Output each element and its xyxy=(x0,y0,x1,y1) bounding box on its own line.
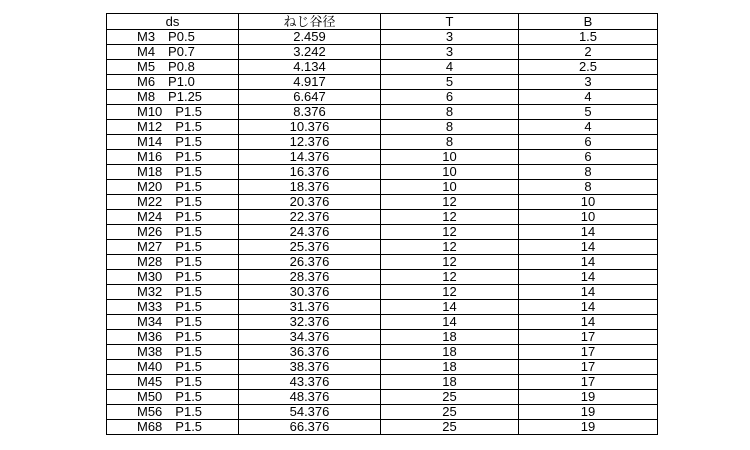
minor-diameter-cell: 24.376 xyxy=(239,225,381,240)
minor-diameter-cell: 4.917 xyxy=(239,75,381,90)
b-cell: 2 xyxy=(519,45,658,60)
b-cell: 4 xyxy=(519,90,658,105)
minor-diameter-cell: 25.376 xyxy=(239,240,381,255)
header-ds: ds xyxy=(107,14,239,30)
t-cell: 12 xyxy=(381,270,519,285)
table-row xyxy=(107,180,658,195)
table-row xyxy=(107,240,658,255)
thread-spec-table xyxy=(106,13,658,435)
minor-diameter-cell: 34.376 xyxy=(239,330,381,345)
b-cell: 17 xyxy=(519,360,658,375)
t-cell: 12 xyxy=(381,240,519,255)
minor-diameter-cell: 10.376 xyxy=(239,120,381,135)
size-cell: M27 P1.5 xyxy=(107,240,239,255)
b-cell: 1.5 xyxy=(519,30,658,45)
t-cell: 12 xyxy=(381,195,519,210)
t-cell: 12 xyxy=(381,225,519,240)
size-cell: M12 P1.5 xyxy=(107,120,239,135)
table-row xyxy=(107,135,658,150)
b-cell: 17 xyxy=(519,375,658,390)
minor-diameter-cell: 54.376 xyxy=(239,405,381,420)
table-row xyxy=(107,345,658,360)
table-row xyxy=(107,360,658,375)
table-row xyxy=(107,270,658,285)
size-cell: M8 P1.25 xyxy=(107,90,239,105)
table-row xyxy=(107,45,658,60)
minor-diameter-cell: 38.376 xyxy=(239,360,381,375)
t-cell: 25 xyxy=(381,390,519,405)
t-cell: 14 xyxy=(381,315,519,330)
minor-diameter-cell: 31.376 xyxy=(239,300,381,315)
b-cell: 14 xyxy=(519,300,658,315)
minor-diameter-cell: 66.376 xyxy=(239,420,381,435)
t-cell: 3 xyxy=(381,30,519,45)
b-cell: 8 xyxy=(519,180,658,195)
b-cell: 5 xyxy=(519,105,658,120)
t-cell: 12 xyxy=(381,285,519,300)
table-row xyxy=(107,300,658,315)
b-cell: 4 xyxy=(519,120,658,135)
size-cell: M20 P1.5 xyxy=(107,180,239,195)
minor-diameter-cell: 43.376 xyxy=(239,375,381,390)
table-row xyxy=(107,150,658,165)
b-cell: 10 xyxy=(519,210,658,225)
b-cell: 19 xyxy=(519,405,658,420)
size-cell: M16 P1.5 xyxy=(107,150,239,165)
table-body xyxy=(107,30,658,435)
t-cell: 8 xyxy=(381,120,519,135)
header-t: T xyxy=(381,14,519,30)
b-cell: 6 xyxy=(519,135,658,150)
minor-diameter-cell: 3.242 xyxy=(239,45,381,60)
size-cell: M32 P1.5 xyxy=(107,285,239,300)
table-row xyxy=(107,225,658,240)
t-cell: 12 xyxy=(381,255,519,270)
table-row xyxy=(107,255,658,270)
size-cell: M36 P1.5 xyxy=(107,330,239,345)
b-cell: 10 xyxy=(519,195,658,210)
t-cell: 18 xyxy=(381,360,519,375)
table-row xyxy=(107,90,658,105)
size-cell: M56 P1.5 xyxy=(107,405,239,420)
size-cell: M10 P1.5 xyxy=(107,105,239,120)
b-cell: 14 xyxy=(519,315,658,330)
size-cell: M30 P1.5 xyxy=(107,270,239,285)
t-cell: 10 xyxy=(381,180,519,195)
size-cell: M26 P1.5 xyxy=(107,225,239,240)
t-cell: 8 xyxy=(381,105,519,120)
minor-diameter-cell: 26.376 xyxy=(239,255,381,270)
b-cell: 8 xyxy=(519,165,658,180)
table-row xyxy=(107,60,658,75)
t-cell: 4 xyxy=(381,60,519,75)
size-cell: M33 P1.5 xyxy=(107,300,239,315)
table-row xyxy=(107,330,658,345)
b-cell: 14 xyxy=(519,240,658,255)
size-cell: M38 P1.5 xyxy=(107,345,239,360)
size-cell: M3 P0.5 xyxy=(107,30,239,45)
table-row xyxy=(107,30,658,45)
table-row xyxy=(107,420,658,435)
t-cell: 10 xyxy=(381,165,519,180)
minor-diameter-cell: 8.376 xyxy=(239,105,381,120)
b-cell: 3 xyxy=(519,75,658,90)
minor-diameter-cell: 14.376 xyxy=(239,150,381,165)
size-cell: M68 P1.5 xyxy=(107,420,239,435)
table-row xyxy=(107,105,658,120)
table-row xyxy=(107,390,658,405)
table-row xyxy=(107,315,658,330)
size-cell: M4 P0.7 xyxy=(107,45,239,60)
header-b: B xyxy=(519,14,658,30)
table-row xyxy=(107,120,658,135)
t-cell: 25 xyxy=(381,420,519,435)
minor-diameter-cell: 30.376 xyxy=(239,285,381,300)
minor-diameter-cell: 18.376 xyxy=(239,180,381,195)
t-cell: 18 xyxy=(381,375,519,390)
minor-diameter-cell: 16.376 xyxy=(239,165,381,180)
thread-spec-table-container xyxy=(106,13,653,435)
table-row xyxy=(107,375,658,390)
minor-diameter-cell: 20.376 xyxy=(239,195,381,210)
t-cell: 18 xyxy=(381,345,519,360)
size-cell: M24 P1.5 xyxy=(107,210,239,225)
header-row xyxy=(107,14,658,30)
minor-diameter-cell: 48.376 xyxy=(239,390,381,405)
minor-diameter-cell: 28.376 xyxy=(239,270,381,285)
b-cell: 6 xyxy=(519,150,658,165)
minor-diameter-cell: 32.376 xyxy=(239,315,381,330)
size-cell: M5 P0.8 xyxy=(107,60,239,75)
header-minor-diameter: ねじ谷径 xyxy=(239,14,381,30)
minor-diameter-cell: 36.376 xyxy=(239,345,381,360)
b-cell: 19 xyxy=(519,420,658,435)
size-cell: M22 P1.5 xyxy=(107,195,239,210)
table-row xyxy=(107,75,658,90)
b-cell: 14 xyxy=(519,255,658,270)
t-cell: 14 xyxy=(381,300,519,315)
size-cell: M28 P1.5 xyxy=(107,255,239,270)
b-cell: 2.5 xyxy=(519,60,658,75)
table-row xyxy=(107,405,658,420)
t-cell: 8 xyxy=(381,135,519,150)
b-cell: 14 xyxy=(519,225,658,240)
t-cell: 6 xyxy=(381,90,519,105)
b-cell: 14 xyxy=(519,285,658,300)
size-cell: M50 P1.5 xyxy=(107,390,239,405)
b-cell: 19 xyxy=(519,390,658,405)
table-row xyxy=(107,285,658,300)
size-cell: M40 P1.5 xyxy=(107,360,239,375)
t-cell: 5 xyxy=(381,75,519,90)
size-cell: M14 P1.5 xyxy=(107,135,239,150)
minor-diameter-cell: 12.376 xyxy=(239,135,381,150)
minor-diameter-cell: 4.134 xyxy=(239,60,381,75)
b-cell: 14 xyxy=(519,270,658,285)
table-row xyxy=(107,165,658,180)
t-cell: 12 xyxy=(381,210,519,225)
t-cell: 3 xyxy=(381,45,519,60)
b-cell: 17 xyxy=(519,345,658,360)
minor-diameter-cell: 6.647 xyxy=(239,90,381,105)
size-cell: M34 P1.5 xyxy=(107,315,239,330)
size-cell: M18 P1.5 xyxy=(107,165,239,180)
size-cell: M45 P1.5 xyxy=(107,375,239,390)
minor-diameter-cell: 2.459 xyxy=(239,30,381,45)
b-cell: 17 xyxy=(519,330,658,345)
t-cell: 10 xyxy=(381,150,519,165)
table-row xyxy=(107,210,658,225)
minor-diameter-cell: 22.376 xyxy=(239,210,381,225)
t-cell: 18 xyxy=(381,330,519,345)
size-cell: M6 P1.0 xyxy=(107,75,239,90)
t-cell: 25 xyxy=(381,405,519,420)
table-row xyxy=(107,195,658,210)
